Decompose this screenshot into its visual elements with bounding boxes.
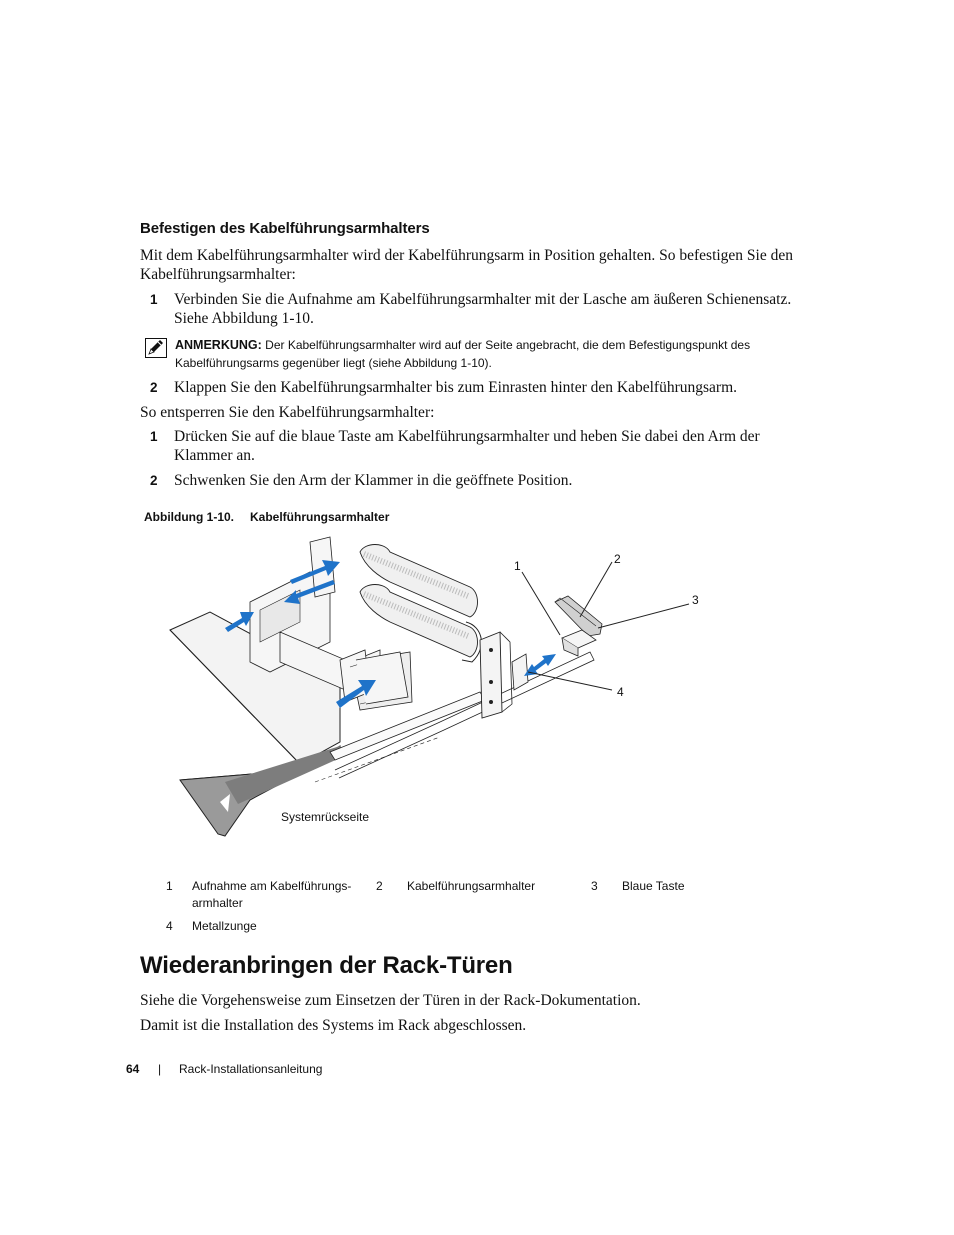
step-number: 1	[150, 429, 158, 444]
callout-1: 1	[514, 559, 521, 573]
figure-number: Abbildung 1-10.	[144, 510, 234, 524]
intro-paragraph: Mit dem Kabelführungsarmhalter wird der Kabelführungsarm in Position gehalten. So befestigen Sie den Kabelführungsarmhalter:	[140, 247, 793, 283]
figure-caption	[144, 510, 389, 524]
step-text: Klappen Sie den Kabelführungsarmhalter bis zum Einrasten hinter den Kabelführungsarm.	[174, 379, 737, 396]
closing-paragraph-2: Damit ist die Installation des Systems im Rack abgeschlossen.	[140, 1017, 527, 1034]
legend-num-2: 2	[376, 879, 383, 893]
cable-arm-retainer-illustration	[150, 532, 710, 842]
legend-label-1: Aufnahme am Kabelführungs- armhalter	[192, 879, 352, 910]
section-heading: Befestigen des Kabelführungsarmhalters	[140, 220, 430, 237]
footer-title: Rack-Installationsanleitung	[179, 1062, 323, 1076]
step-number: 2	[150, 473, 158, 488]
step-text: Schwenken Sie den Arm der Klammer in die geöffnete Position.	[174, 472, 573, 489]
legend-num-4: 4	[166, 919, 173, 933]
closing-paragraph-1: Siehe die Vorgehensweise zum Einsetzen der Türen in der Rack-Dokumentation.	[140, 992, 641, 1009]
footer-separator: |	[158, 1062, 162, 1076]
callout-2: 2	[614, 552, 621, 566]
figure-title: Kabelführungsarmhalter	[250, 510, 390, 524]
note-text: Der Kabelführungsarmhalter wird auf der Seite angebracht, die dem Befestigungspunkt des Kabelführungsarms gegenüber liegt (siehe Abbildung 1-10).	[175, 338, 751, 370]
step-text: Verbinden Sie die Aufnahme am Kabelführungsarmhalter mit der Lasche am äußeren Schienensatz. Siehe Abbildung 1-10.	[174, 291, 792, 327]
step-number: 2	[150, 380, 158, 395]
page-number: 64	[126, 1062, 140, 1076]
callout-3: 3	[692, 593, 699, 607]
legend-label-2: Kabelführungsarmhalter	[407, 879, 536, 893]
step-number: 1	[150, 292, 158, 307]
legend-num-3: 3	[591, 879, 598, 893]
legend-label-3: Blaue Taste	[622, 879, 685, 893]
callout-4: 4	[617, 685, 624, 699]
release-intro: So entsperren Sie den Kabelführungsarmhalter:	[140, 404, 435, 421]
legend-label-4: Metallzunge	[192, 919, 257, 933]
note-label: ANMERKUNG:	[175, 338, 262, 352]
step-text: Drücken Sie auf die blaue Taste am Kabelführungsarmhalter und heben Sie dabei den Arm der Klammer an.	[174, 428, 760, 464]
pencil-note-icon	[145, 338, 167, 358]
legend-num-1: 1	[166, 879, 173, 893]
system-rear-label: Systemrückseite	[281, 810, 370, 824]
main-heading: Wiederanbringen der Rack-Türen	[140, 952, 513, 979]
